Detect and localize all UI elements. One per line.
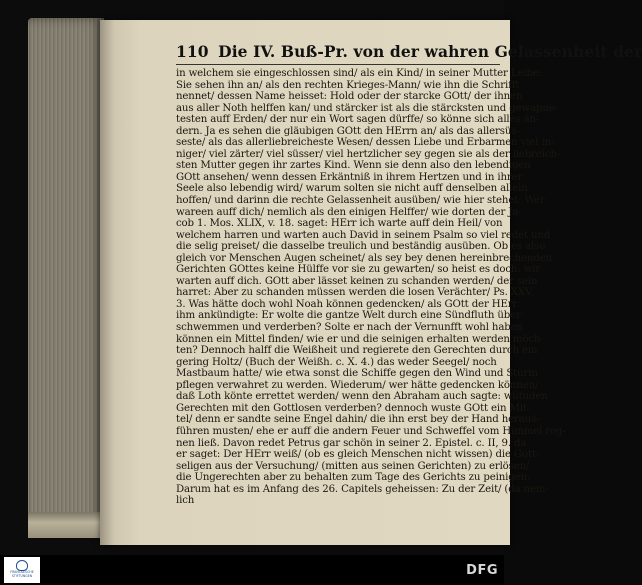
text-line: welchem harren und warten auch David in seinem Psalm so viel redet und xyxy=(176,229,551,241)
text-line: sten Mutter gegen ihr zartes Kind. Wenn sie denn also den lebendigen xyxy=(176,160,531,172)
text-line: 3. Was hätte doch wohl Noah können gedencken/ als GOtt der HErr xyxy=(176,298,518,310)
body-text xyxy=(176,68,566,538)
text-line: tel/ denn er sandte seine Engel dahin/ die ihn erst bey der Hand heraus- xyxy=(176,414,540,426)
text-line: seligen aus der Versuchung/ (mitten aus seinen Gerichten) zu erlösen/ xyxy=(176,460,530,472)
text-line: daß Loth könte errettet werden/ wenn den Abraham auch sagte: wiltuden xyxy=(176,391,548,403)
logo-right-text: DFG xyxy=(466,563,498,578)
running-head xyxy=(176,42,642,66)
text-line: gleich vor Menschen Augen scheinet/ als sey bey denen hereinbrechenden xyxy=(176,252,553,264)
text-line: die Ungerechten aber zu behalten zum Tage des Gerichts zu peinigen. xyxy=(176,472,531,484)
text-line: niger/ viel zärter/ viel süsser/ viel hertzlicher sey gegen sie als der liebreich- xyxy=(176,148,561,160)
running-head-title: Die IV. Buß-Pr. von der wahren Gelassenheit der xyxy=(218,42,642,61)
text-line: pflegen verwahret zu werden. Wiederum/ wer hätte gedencken können/ xyxy=(176,379,539,391)
text-line: Mastbaum hatte/ wie etwa sonst die Schiffe gegen den Wind und Sturm xyxy=(176,368,538,380)
text-line: warten auff dich. GOtt aber lässet keinen zu schanden werden/ der sein xyxy=(176,275,538,287)
text-line: nen ließ. Davon redet Petrus gar schön in seiner 2. Epistel. c. II, 9. da xyxy=(176,437,527,449)
text-line: harret: Aber zu schanden müssen werden die losen Verächter/ Ps. XXV, xyxy=(176,287,534,299)
text-line: in welchem sie eingeschlossen sind/ als ein Kind/ in seiner Mutter Leibe: xyxy=(176,68,543,79)
text-line: Sie sehen ihn an/ als den rechten Krieges-Mann/ wie ihn die Schrifft xyxy=(176,79,520,91)
seal-icon xyxy=(16,560,28,571)
text-line: aus aller Noth helffen kan/ und stärcker ist als die stärcksten und gewapne- xyxy=(176,102,558,114)
text-line: führen musten/ ehe er auff die andern Feuer und Schweffel vom Himmel reg- xyxy=(176,425,566,437)
book-page-edges xyxy=(28,18,104,538)
text-line: Darum hat es im Anfang des 26. Capitels geheissen: Zu der Zeit/ (da nem- xyxy=(176,483,549,495)
text-line: ten? Dennoch halff die Weißheit und regierete den Gerechten durch ein xyxy=(176,345,538,357)
text-line: die selig preiset/ die dasselbe treulich und beständig ausüben. Ob es also xyxy=(176,241,546,253)
text-line: schwemmen und verderben? Solte er nach der Vernunfft wohl haben xyxy=(176,322,523,334)
dfg-logo xyxy=(456,562,498,580)
text-line: Gerichten GOttes keine Hülffe vor sie zu gewarten/ so heist es doch: wir xyxy=(176,264,541,276)
text-line: dern. Ja es sehen die gläubigen GOtt den HErrn an/ als das allersüs- xyxy=(176,125,520,137)
text-line: wareen auff dich/ nemlich als den einigen Helffer/ wie dorten der Ja- xyxy=(176,206,522,218)
text-line: Gerechten mit den Gottlosen verderben? dennoch wuste GOtt ein Mit- xyxy=(176,402,531,414)
text-line: seste/ als das allerliebreicheste Wesen/ dessen Liebe und Erbarmen viel in- xyxy=(176,137,555,149)
text-line: können ein Mittel finden/ wie er und die seinigen erhalten werden möch- xyxy=(176,333,544,345)
franckesche-stiftungen-logo xyxy=(4,557,40,583)
text-line: hoffen/ und darinn die rechte Gelassenheit ausüben/ wie hier stehet: Wer xyxy=(176,195,545,207)
text-line: er saget: Der HErr weiß/ (ob es gleich Menschen nicht wissen) die Gott- xyxy=(176,449,540,461)
footer-bar xyxy=(0,555,504,585)
text-line: cob 1. Mos. XLIX, v. 18. saget: HErr ich warte auff dein Heil/ von xyxy=(176,218,503,230)
text-line: GOtt ansehen/ wenn dessen Erkäntniß in ihrem Hertzen und in ihrer xyxy=(176,171,523,183)
page-number: 110 xyxy=(176,42,209,61)
book-edge-bottom xyxy=(28,512,104,538)
text-line: lich xyxy=(176,495,195,507)
logo-left-text: FRANCKESCHE STIFTUNGEN xyxy=(10,570,34,578)
text-line: gering Holtz/ (Buch der Weißh. c. X. 4.) das weder Seegel/ noch xyxy=(176,356,497,368)
text-line: Seele also lebendig wird/ warum solten sie nicht auff denselben allein xyxy=(176,183,528,195)
header-rule xyxy=(176,64,500,65)
text-line: nennet/ dessen Name heisset: Hold oder der starcke GOtt/ der ihnen xyxy=(176,91,523,103)
text-line: ihm ankündigte: Er wolte die gantze Welt durch eine Sündfluth über- xyxy=(176,310,525,322)
text-line: testen auff Erden/ der nur ein Wort sagen dürffe/ so könne sich alles än- xyxy=(176,114,540,126)
